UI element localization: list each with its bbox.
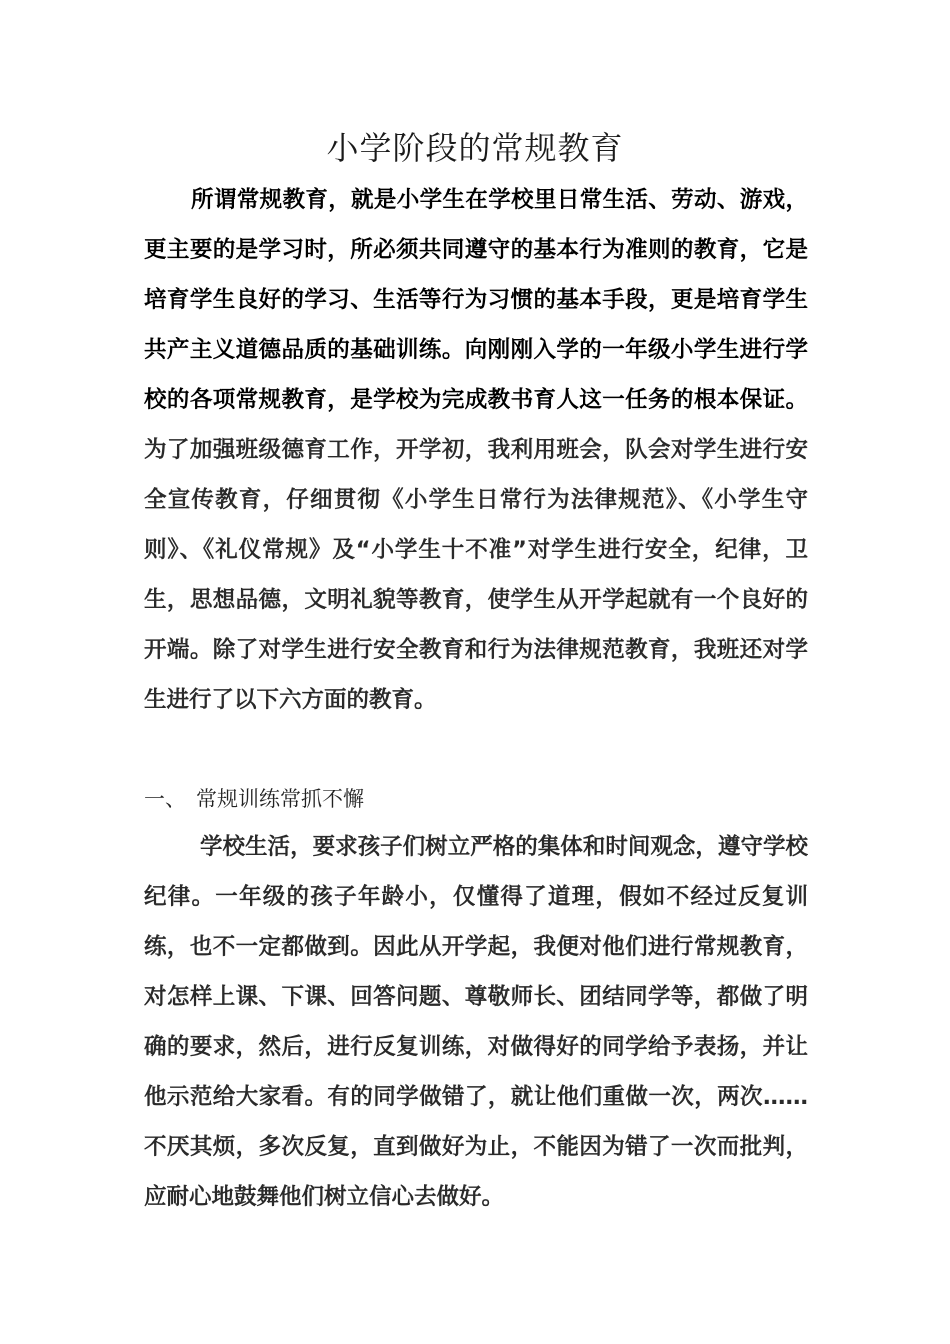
intro-bold-text: 所谓常规教育，就是小学生在学校里日常生活、劳动、游戏，更主要的是学习时，所必须共同遵守的基本行为准则的教育，它是培育学生良好的学习、生活等行为习惯的基本手段，更是培育学生共产主义道德品质的基础训练。向刚刚入学的一年级小学生进行学校的各项常规教育，是学校为完成教书育人这一任务的根本保证。: [144, 187, 808, 413]
section-1-title: 常规训练常抓不懈: [196, 787, 364, 811]
document-title: 小学阶段的常规教育: [326, 129, 624, 167]
section-1-body: 学校生活，要求孩子们树立严格的集体和时间观念，遵守学校纪律。一年级的孩子年龄小，仅懂得了道理，假如不经过反复训练，也不一定都做到。因此从开学起，我便对他们进行常规教育，对怎样上课、下课、回答问题、尊敬师长、团结同学等，都做了明确的要求，然后，进行反复训练，对做得好的同学给予表扬，并让他示范给大家看。有的同学做错了，就让他们重做一次，两次……不厌其烦，多次反复，直到做好为止，不能因为错了一次而批判，应耐心地鼓舞他们树立信心去做好。: [144, 834, 808, 1210]
section-1-number: 一、: [144, 787, 186, 811]
intro-paragraph: [144, 175, 808, 725]
intro-normal-text: 为了加强班级德育工作，开学初，我利用班会，队会对学生进行安全宣传教育，仔细贯彻《小学生日常行为法律规范》、《小学生守则》、《礼仪常规》及“小学生十不准”对学生进行安全，纪律，卫生，思想品德，文明礼貌等教育，使学生从开学起就有一个良好的开端。除了对学生进行安全教育和行为法律规范教育，我班还对学生进行了以下六方面的教育。: [144, 437, 808, 713]
section-1-heading: [144, 775, 364, 823]
